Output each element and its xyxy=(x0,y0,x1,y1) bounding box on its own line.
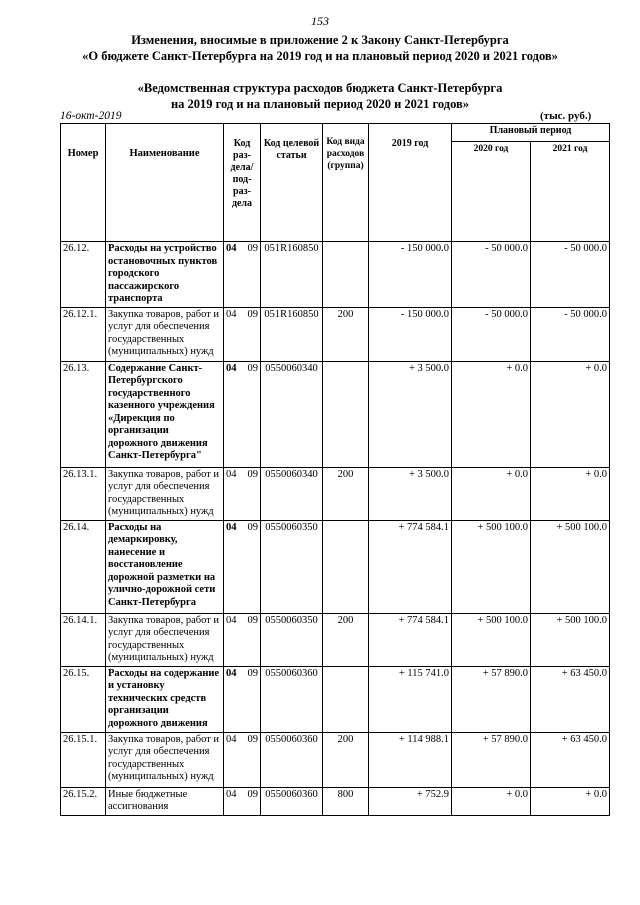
row-section-code xyxy=(224,613,261,666)
section-code: 04 xyxy=(226,243,237,254)
row-name: Расходы на устройство остановочных пунктов городского пассажирского транспорта xyxy=(106,242,224,308)
section-code: 04 xyxy=(226,614,237,626)
row-expense-type xyxy=(323,666,369,732)
title-line-1: Изменения, вносимые в приложение 2 к Закону Санкт-Петербурга xyxy=(131,33,509,47)
subtitle-line-2: на 2019 год и на плановый период 2020 и 2021 годов» xyxy=(170,97,470,111)
section-code: 04 xyxy=(226,788,237,800)
subsection-code: 09 xyxy=(247,308,258,320)
row-value-2019: - 150 000.0 xyxy=(369,242,452,308)
row-value-2019: + 774 584.1 xyxy=(369,520,452,613)
row-number: 26.15.2. xyxy=(61,787,106,815)
row-value-2020: + 0.0 xyxy=(452,361,531,467)
header-number: Номер xyxy=(61,124,106,242)
row-section-code xyxy=(224,467,261,520)
header-2019: 2019 год xyxy=(369,124,452,242)
row-section-code xyxy=(224,732,261,787)
row-value-2021: + 0.0 xyxy=(531,787,610,815)
row-section-code xyxy=(224,307,261,361)
row-article-code: 0550060350 xyxy=(261,613,323,666)
table-row xyxy=(61,787,610,815)
row-value-2019: + 115 741.0 xyxy=(369,666,452,732)
row-value-2020: - 50 000.0 xyxy=(452,307,531,361)
section-code: 04 xyxy=(226,521,237,533)
row-number: 26.12.1. xyxy=(61,307,106,361)
row-number: 26.15. xyxy=(61,666,106,732)
row-name: Закупка товаров, работ и услуг для обеспечения государственных (муниципальных) нужд xyxy=(106,307,224,361)
section-code: 04 xyxy=(226,667,237,679)
row-section-code xyxy=(224,242,261,308)
subsection-code: 09 xyxy=(247,788,258,800)
table-row xyxy=(61,732,610,787)
row-number: 26.13.1. xyxy=(61,467,106,520)
row-value-2020: + 57 890.0 xyxy=(452,732,531,787)
row-value-2021: + 63 450.0 xyxy=(531,666,610,732)
document-date: 16-окт-2019 xyxy=(60,110,122,122)
header-2020: 2020 год xyxy=(452,142,531,242)
page-number: 153 xyxy=(311,14,329,28)
row-article-code: 0550060340 xyxy=(261,361,323,467)
row-number: 26.12. xyxy=(61,242,106,308)
row-name: Расходы на демаркировку, нанесение и восстановление дорожной разметки на улично-дорожной сети Санкт-Петербурга xyxy=(106,520,224,613)
row-value-2019: + 752.9 xyxy=(369,787,452,815)
row-expense-type xyxy=(323,361,369,467)
row-name: Закупка товаров, работ и услуг для обеспечения государственных (муниципальных) нужд xyxy=(106,732,224,787)
subsection-code: 09 xyxy=(247,521,258,533)
table-row xyxy=(61,520,610,613)
row-article-code: 0550060350 xyxy=(261,520,323,613)
row-value-2021: + 500 100.0 xyxy=(531,613,610,666)
row-article-code: 0550060360 xyxy=(261,732,323,787)
subsection-code: 09 xyxy=(247,243,258,254)
row-value-2020: + 500 100.0 xyxy=(452,613,531,666)
header-name: Наименование xyxy=(106,124,224,242)
subsection-code: 09 xyxy=(247,614,258,626)
row-value-2021: + 0.0 xyxy=(531,467,610,520)
document-title xyxy=(0,32,640,64)
row-value-2021: + 500 100.0 xyxy=(531,520,610,613)
header-section: Код раз-дела/ под-раз-дела xyxy=(224,124,261,242)
row-section-code xyxy=(224,787,261,815)
row-value-2020: + 500 100.0 xyxy=(452,520,531,613)
row-value-2020: + 0.0 xyxy=(452,787,531,815)
units-label: (тыс. руб.) xyxy=(540,110,592,122)
row-name: Расходы на содержание и установку технических средств организации дорожного движения xyxy=(106,666,224,732)
subtitle-line-1: «Ведомственная структура расходов бюджета Санкт-Петербурга xyxy=(137,81,503,95)
row-value-2021: + 0.0 xyxy=(531,361,610,467)
row-name: Содержание Санкт-Петербургского государственного казенного учреждения «Дирекция по организации дорожного движения Санкт-Петербурга" xyxy=(106,361,224,467)
row-value-2019: + 3 500.0 xyxy=(369,467,452,520)
section-code: 04 xyxy=(226,468,237,480)
row-number: 26.13. xyxy=(61,361,106,467)
row-section-code xyxy=(224,666,261,732)
row-value-2019: + 3 500.0 xyxy=(369,361,452,467)
row-article-code: 0550060360 xyxy=(261,666,323,732)
row-expense-type: 200 xyxy=(323,467,369,520)
table-row xyxy=(61,467,610,520)
row-expense-type xyxy=(323,242,369,308)
table-row xyxy=(61,242,610,308)
row-article-code: 0550060340 xyxy=(261,467,323,520)
row-expense-type: 200 xyxy=(323,307,369,361)
row-value-2020: + 0.0 xyxy=(452,467,531,520)
subsection-code: 09 xyxy=(247,733,258,745)
row-article-code: 0550060360 xyxy=(261,787,323,815)
table-row xyxy=(61,361,610,467)
table-row xyxy=(61,307,610,361)
row-value-2021: + 63 450.0 xyxy=(531,732,610,787)
row-value-2021: - 50 000.0 xyxy=(531,307,610,361)
subsection-code: 09 xyxy=(247,468,258,480)
section-code: 04 xyxy=(226,362,237,374)
row-name: Закупка товаров, работ и услуг для обеспечения государственных (муниципальных) нужд xyxy=(106,613,224,666)
table-row xyxy=(61,613,610,666)
row-number: 26.14. xyxy=(61,520,106,613)
subsection-code: 09 xyxy=(247,362,258,374)
header-article: Код целевой статьи xyxy=(261,124,323,242)
document-subtitle xyxy=(0,80,640,112)
title-line-2: «О бюджете Санкт-Петербурга на 2019 год и на плановый период 2020 и 2021 годов» xyxy=(82,49,558,63)
section-code: 04 xyxy=(226,308,237,320)
table-body xyxy=(61,242,610,816)
row-number: 26.14.1. xyxy=(61,613,106,666)
row-section-code xyxy=(224,361,261,467)
row-value-2020: + 57 890.0 xyxy=(452,666,531,732)
row-value-2021: - 50 000.0 xyxy=(531,242,610,308)
budget-table xyxy=(60,123,610,816)
header-expense-type: Код вида расходов (группа) xyxy=(323,124,369,242)
row-value-2019: + 114 988.1 xyxy=(369,732,452,787)
row-value-2019: + 774 584.1 xyxy=(369,613,452,666)
header-2021: 2021 год xyxy=(531,142,610,242)
row-section-code xyxy=(224,520,261,613)
row-name: Закупка товаров, работ и услуг для обеспечения государственных (муниципальных) нужд xyxy=(106,467,224,520)
subsection-code: 09 xyxy=(247,667,258,679)
header-planned-period: Плановый период xyxy=(452,124,610,142)
row-article-code: 051R160850 xyxy=(261,242,323,308)
row-name: Иные бюджетные ассигнования xyxy=(106,787,224,815)
row-value-2020: - 50 000.0 xyxy=(452,242,531,308)
row-value-2019: - 150 000.0 xyxy=(369,307,452,361)
row-expense-type: 200 xyxy=(323,613,369,666)
row-expense-type: 800 xyxy=(323,787,369,815)
row-article-code: 051R160850 xyxy=(261,307,323,361)
section-code: 04 xyxy=(226,733,237,745)
row-expense-type: 200 xyxy=(323,732,369,787)
row-expense-type xyxy=(323,520,369,613)
row-number: 26.15.1. xyxy=(61,732,106,787)
table-row xyxy=(61,666,610,732)
